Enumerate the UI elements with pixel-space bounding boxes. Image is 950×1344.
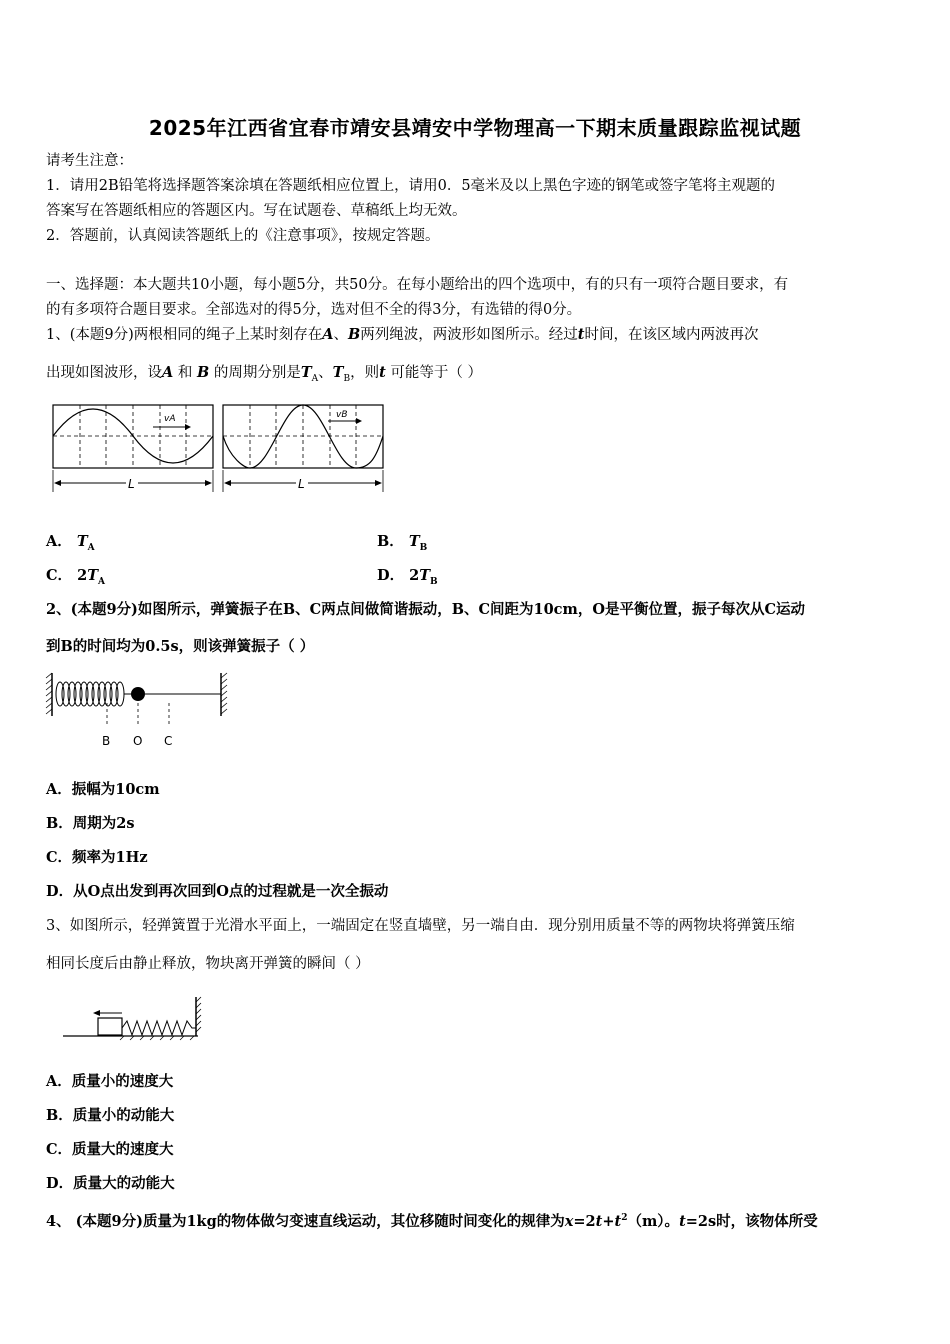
q2-option-c[interactable]: C．频率为1Hz (46, 849, 148, 866)
q2-stem-cont: 到B的时间均为0.5s，则该弹簧振子（ ） (46, 638, 315, 655)
notice-item-1-cont: 答案写在答题纸相应的答题区内。写在试题卷、草稿纸上均无效。 (46, 203, 467, 219)
q2-option-a[interactable]: A．振幅为10cm (46, 781, 160, 798)
page-title: 2025年江西省宜春市靖安县靖安中学物理高一下期末质量跟踪监视试题 (148, 116, 802, 140)
q3-stem-cont: 相同长度后由静止释放，物块离开弹簧的瞬间（ ） (46, 956, 370, 972)
q1-wave-figure (50, 400, 390, 496)
notice-item-2: 2．答题前，认真阅读答题纸上的《注意事项》，按规定答题。 (46, 228, 440, 244)
q2-stem: 2、(本题9分)如图所示，弹簧振子在B、C两点间做简谐振动，B、C间距为10cm，O是平衡位置，振子每次从C运动 (46, 601, 806, 618)
q3-stem: 3、如图所示，轻弹簧置于光滑水平面上，一端固定在竖直墙壁，另一端自由．现分别用质量不等的两物块将弹簧压缩 (46, 918, 795, 934)
q2-option-b[interactable]: B．周期为2s (46, 815, 135, 832)
q1-stem-cont: 出现如图波形，设A 和 B 的周期分别是$T_A$、$T_B$，则t 可能等于（ ） (46, 364, 482, 384)
q3-spring-block-figure (60, 994, 205, 1042)
q1-option-a[interactable]: A． $T_A$ (46, 533, 95, 553)
notice-item-1: 1．请用2B铅笔将选择题答案涂填在答题纸相应位置上，请用0．5毫米及以上黑色字迹的钢笔或签字笔将主观题的 (46, 178, 776, 194)
q1-va-label: vA (164, 414, 176, 424)
q1-option-d[interactable]: D． $2T_B$ (377, 567, 438, 587)
q3-option-c[interactable]: C．质量大的速度大 (46, 1141, 174, 1158)
q1-length-label-right: L (298, 477, 305, 491)
q1-option-b[interactable]: B． $T_B$ (377, 533, 428, 553)
q2-label-o: O (133, 734, 143, 748)
q3-option-d[interactable]: D．质量大的动能大 (46, 1175, 175, 1192)
q1-stem: 1、(本题9分)两根相同的绳子上某时刻存在A、B两列绳波，两波形如图所示。经过t时间，在该区域内两波再次 (46, 326, 759, 343)
q3-option-b[interactable]: B．质量小的动能大 (46, 1107, 175, 1124)
q1-vb-label: vB (336, 410, 348, 420)
notice-heading: 请考生注意： (46, 153, 133, 169)
q3-option-a[interactable]: A．质量小的速度大 (46, 1073, 174, 1090)
q1-option-c[interactable]: C． $2T_A$ (46, 567, 105, 587)
q1-length-label-left: L (128, 477, 135, 491)
q2-label-b: B (102, 734, 111, 748)
q2-label-c: C (164, 734, 173, 748)
q4-stem: 4、 (本题9分)质量为1kg的物体做匀变速直线运动，其位移随时间变化的规律为$x=2t+t^2(m)$。t=2s时，该物体所受 (46, 1212, 818, 1230)
section-instructions-cont: 的有多项符合题目要求。全部选对的得5分，选对但不全的得3分，有选错的得0分。 (46, 302, 582, 318)
q2-spring-figure (44, 670, 234, 752)
section-instructions: 一、选择题：本大题共10小题，每小题5分，共50分。在每小题给出的四个选项中，有的只有一项符合题目要求，有 (46, 277, 789, 293)
q2-option-d[interactable]: D．从O点出发到再次回到O点的过程就是一次全振动 (46, 883, 389, 900)
